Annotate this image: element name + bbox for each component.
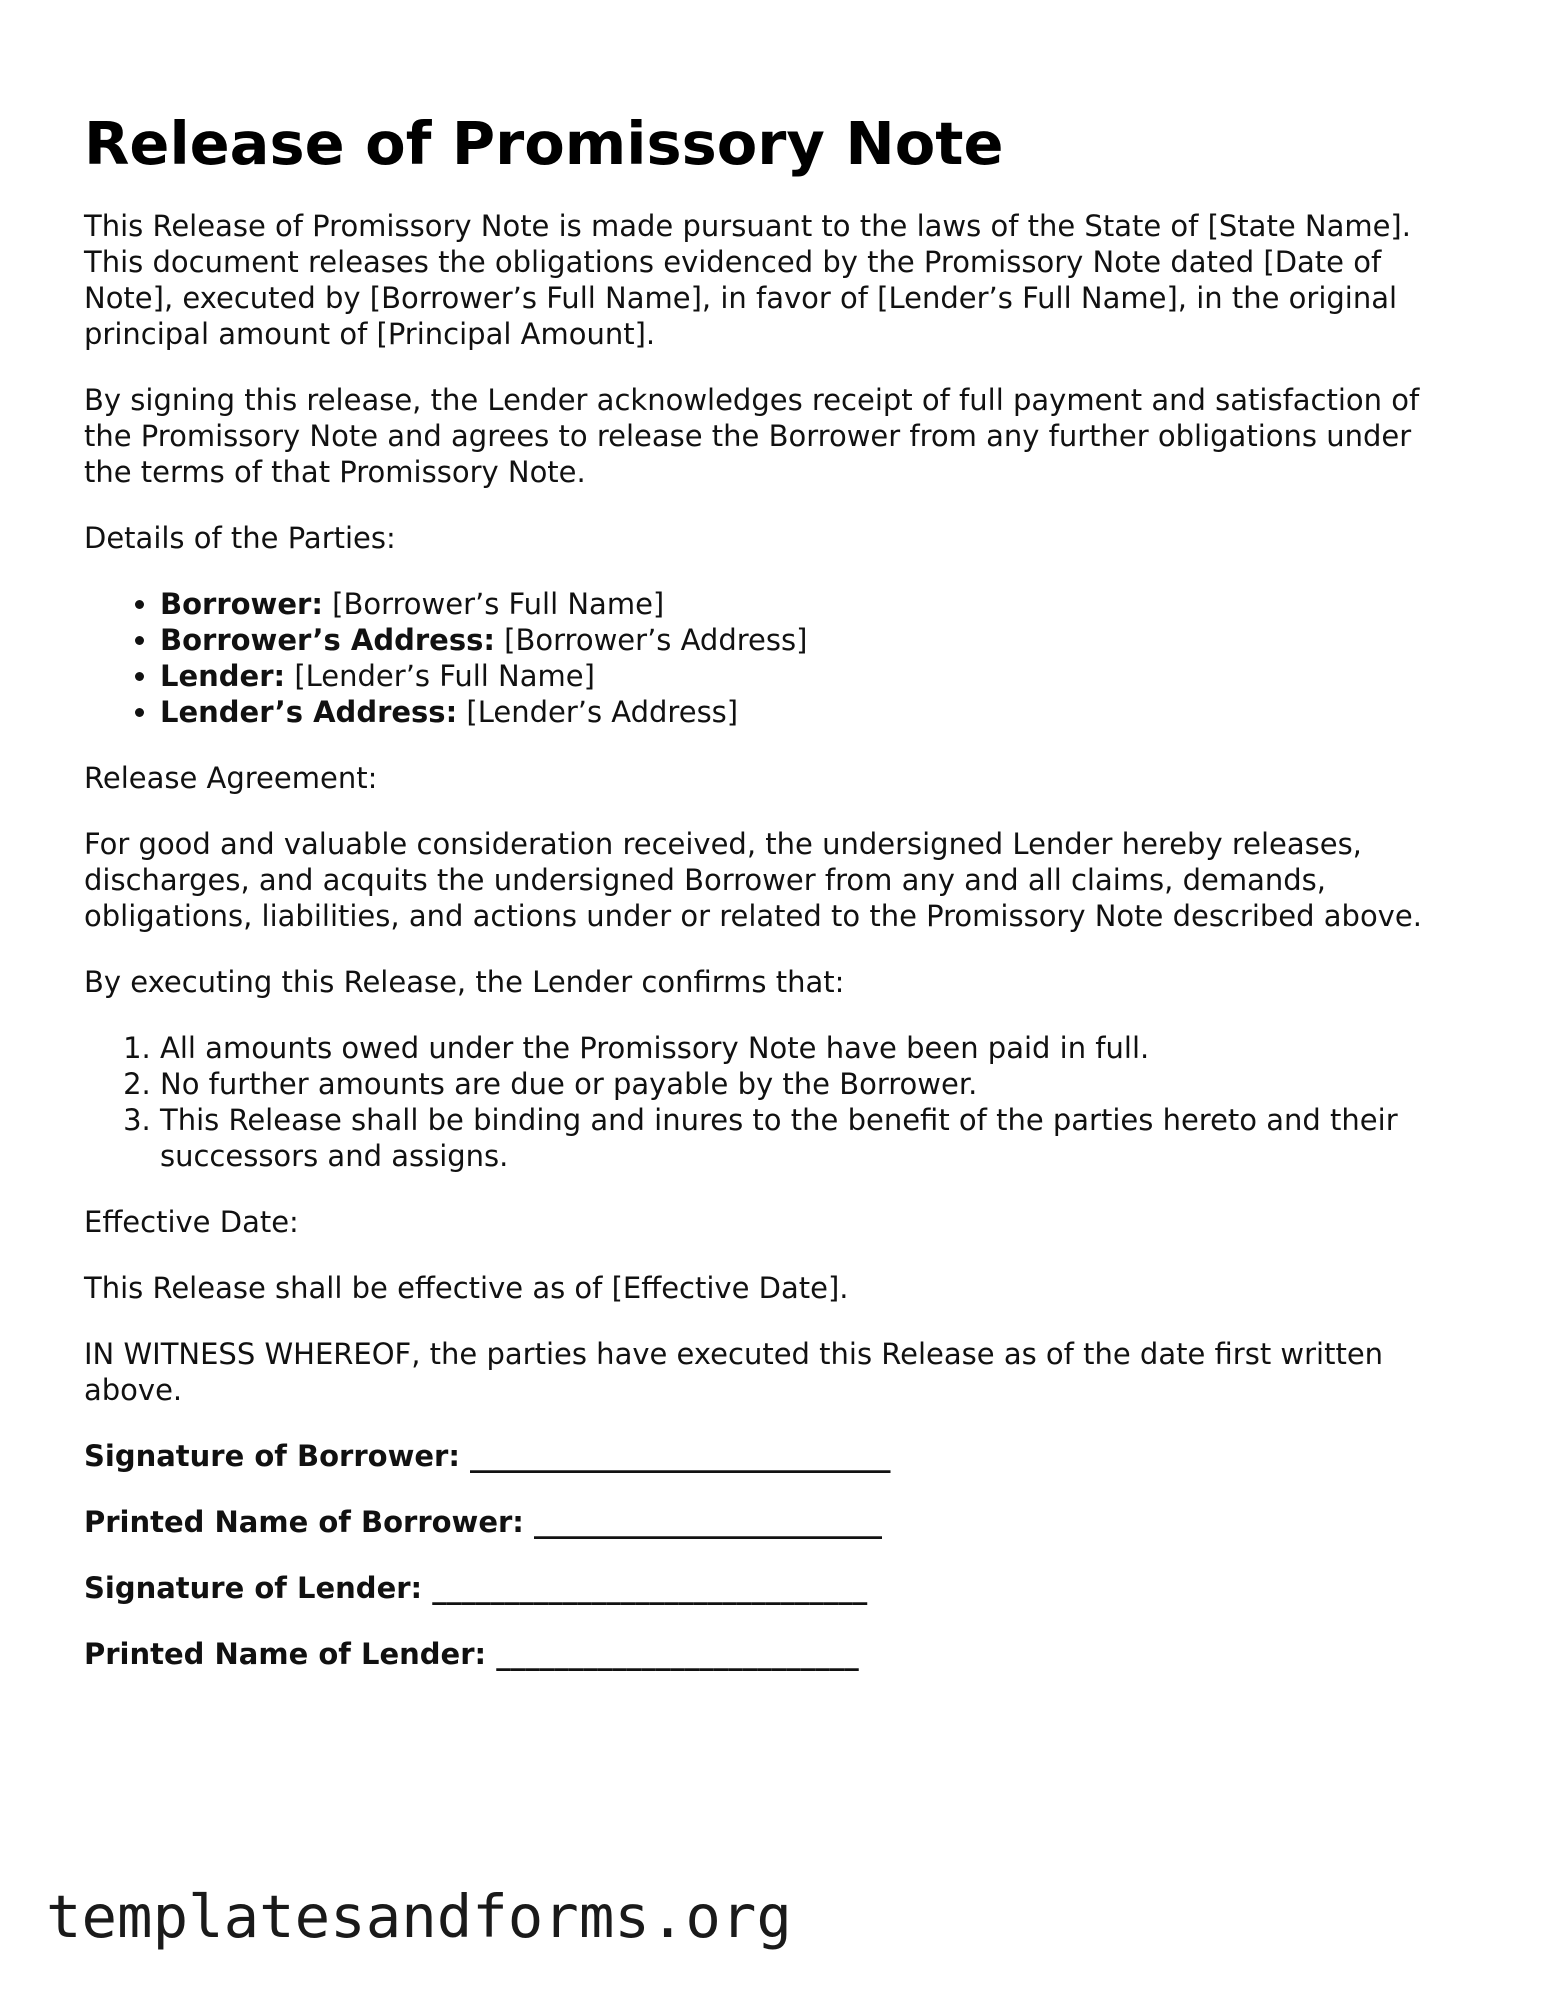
parties-list: [84, 586, 1454, 730]
confirms-intro: By executing this Release, the Lender confirms that:: [84, 965, 845, 999]
effective-heading: Effective Date:: [84, 1205, 299, 1239]
acknowledgment-paragraph: By signing this release, the Lender acknowledges receipt of full payment and satisfaction of the Promissory Note and agrees to release the Borrower from any further obligations under the terms of that Promissory Note.: [84, 383, 1420, 489]
document-title: Release of Promissory Note: [84, 109, 1004, 178]
confirmation-item: 3. This Release shall be binding and inures to the benefit of the parties hereto and their successors and assigns.: [160, 1102, 1454, 1174]
printed-name-lender-label: Printed Name of Lender:: [84, 1637, 487, 1671]
intro-paragraph: This Release of Promissory Note is made pursuant to the laws of the State of [State Name]. This document releases the obligations evidenced by the Promissory Note dated [Date of Note], executed by [Borrower’s Full Name], in favor of [Lender’s Full Name], in the original principal amount of [Principal Amount].: [84, 209, 1411, 351]
party-value: [Borrower’s Full Name]: [322, 587, 665, 621]
printed-name-borrower-line[interactable]: ________________________: [534, 1505, 883, 1539]
printed-name-borrower-row: [84, 1504, 1454, 1540]
party-item-lender-address: [160, 694, 1454, 730]
party-item-lender: [160, 658, 1454, 694]
party-label: Borrower’s Address:: [160, 623, 495, 657]
witness-paragraph: IN WITNESS WHEREOF, the parties have executed this Release as of the date first written above.: [84, 1337, 1384, 1407]
confirmation-item: 1. All amounts owed under the Promissory Note have been paid in full.: [160, 1030, 1454, 1066]
party-label: Borrower:: [160, 587, 323, 621]
release-heading: Release Agreement:: [84, 761, 378, 795]
signature-lender-label: Signature of Lender:: [84, 1571, 423, 1605]
party-label: Lender:: [160, 659, 286, 693]
signature-lender-row: [84, 1570, 1454, 1606]
signature-borrower-label: Signature of Borrower:: [84, 1439, 460, 1473]
document-page: [84, 104, 1454, 1702]
printed-name-lender-row: [84, 1636, 1454, 1672]
party-value: [Lender’s Address]: [457, 695, 739, 729]
party-value: [Lender’s Full Name]: [285, 659, 595, 693]
parties-heading: Details of the Parties:: [84, 521, 396, 555]
effective-paragraph: This Release shall be effective as of [Effective Date].: [84, 1271, 849, 1305]
printed-name-lender-line[interactable]: _________________________: [496, 1637, 859, 1671]
watermark-text: templatesandforms.org: [46, 1882, 792, 1951]
party-value: [Borrower’s Address]: [494, 623, 808, 657]
party-item-borrower: [160, 586, 1454, 622]
confirmation-item: 2. No further amounts are due or payable by the Borrower.: [160, 1066, 1454, 1102]
confirmations-list: [84, 1030, 1454, 1174]
signature-borrower-row: [84, 1438, 1454, 1474]
party-label: Lender’s Address:: [160, 695, 458, 729]
printed-name-borrower-label: Printed Name of Borrower:: [84, 1505, 524, 1539]
release-paragraph: For good and valuable consideration received, the undersigned Lender hereby releases, discharges, and acquits the undersigned Borrower from any and all claims, demands, obligations, liabilities, and actions under or related to the Promissory Note described above.: [84, 827, 1422, 933]
signature-borrower-line[interactable]: _____________________________: [470, 1439, 891, 1473]
signature-lender-line[interactable]: ______________________________: [432, 1571, 868, 1605]
party-item-borrower-address: [160, 622, 1454, 658]
